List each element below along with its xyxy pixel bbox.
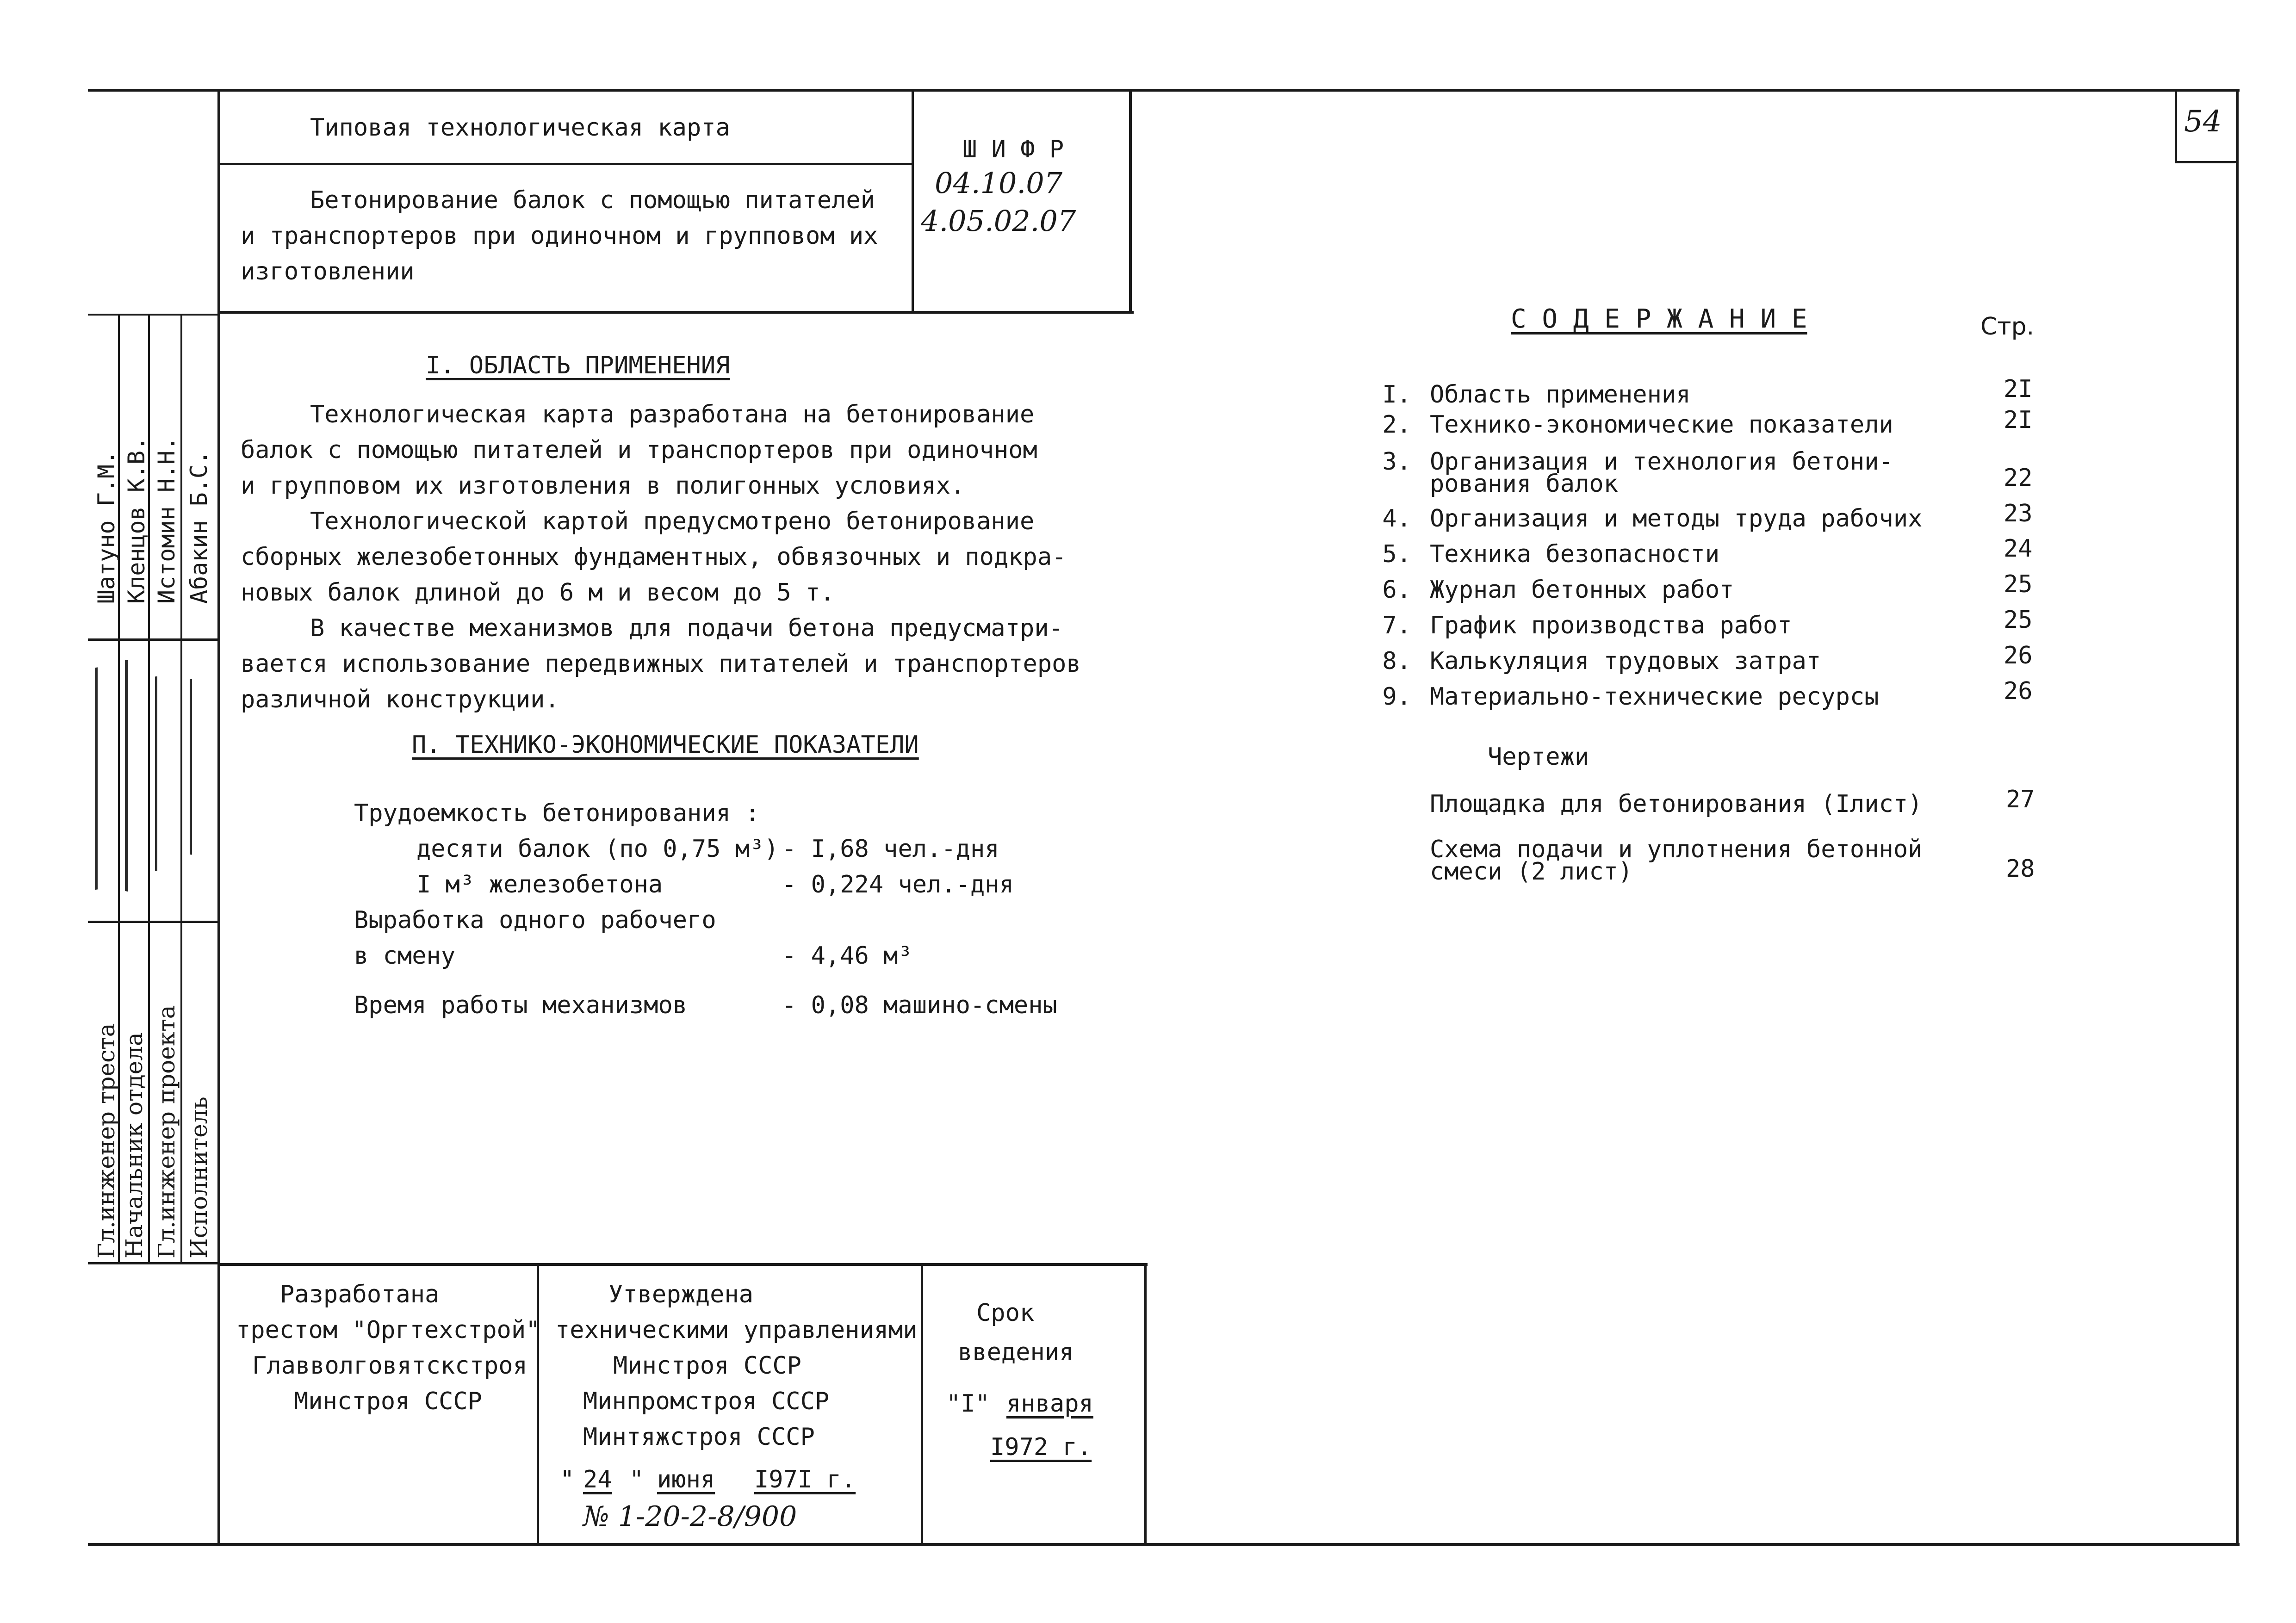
approved-line-2: техническими управлениями — [555, 1316, 918, 1344]
stamp-top-line — [88, 314, 220, 316]
list-item-number: 5. — [1382, 540, 1411, 568]
page-number-box-left — [2175, 89, 2177, 163]
doc-title-line-3: изготовлении — [241, 258, 415, 285]
stamp-role-1: Гл.инженер треста — [93, 1023, 120, 1258]
indicator-value-3: - 0,224 чел.-дня — [782, 871, 1014, 898]
developed-line-2: трестом "Оргтехстрой" — [236, 1316, 540, 1344]
indicator-label-2: десяти балок (по 0,75 м³) — [416, 835, 779, 863]
list-item-text: Организация и технология бетони- — [1430, 448, 1893, 476]
frame-top-line — [88, 89, 2240, 92]
list-item-number: 4. — [1382, 505, 1411, 533]
code-line-2: 4.05.02.07 — [921, 204, 1076, 238]
code-line-1: 04.10.07 — [935, 166, 1063, 200]
list-item-text: Схема подачи и уплотнения бетонной — [1430, 836, 1923, 863]
list-item-text: Технико-экономические показатели — [1430, 411, 1893, 439]
developed-line-1: Разработана — [280, 1281, 440, 1308]
list-item-page: 25 — [2004, 606, 2033, 634]
footer-col-line-2 — [921, 1263, 923, 1545]
section1-line-5: сборных железобетонных фундаментных, обвязочных и подкра- — [241, 543, 1067, 571]
header-right-line — [1129, 89, 1132, 313]
signature-1 — [95, 665, 116, 890]
indicator-value-2: - I,68 чел.-дня — [782, 835, 999, 863]
list-item-number: 7. — [1382, 612, 1411, 639]
stamp-row-line-1 — [88, 638, 220, 641]
stamp-row-line-3 — [88, 1262, 220, 1264]
approved-date-year: I97I г. — [754, 1466, 856, 1493]
list-item-page: 22 — [2004, 464, 2033, 492]
signature-3 — [155, 675, 176, 871]
list-item-number: 9. — [1382, 683, 1411, 711]
list-item-page: 25 — [2004, 570, 2033, 598]
section1-line-8: вается использование передвижных питателей и транспортеров — [241, 650, 1081, 678]
doc-title-line-2: и транспортеров при одиночном и групповом их — [241, 222, 878, 250]
stamp-role-2: Начальник отдела — [121, 1032, 148, 1258]
term-date-month: января — [1006, 1390, 1093, 1418]
list-item-page: 2I — [2004, 406, 2033, 434]
frame-right-line — [2236, 89, 2239, 1545]
section1-heading: I. ОБЛАСТЬ ПРИМЕНЕНИЯ — [426, 352, 730, 379]
footer-col-line-3 — [1144, 1263, 1147, 1545]
stamp-role-4: Исполнитель — [186, 1096, 212, 1258]
header-divider-line — [912, 89, 914, 313]
list-item-page: 27 — [2006, 786, 2035, 813]
list-item-text-cont: рования балок — [1430, 470, 1618, 498]
section1-line-1: Технологическая карта разработана на бетонирование — [310, 401, 1035, 428]
list-item-text: Область применения — [1430, 381, 1691, 409]
header-bottom-line — [217, 311, 1134, 314]
footer-top-line — [217, 1263, 1148, 1266]
section1-line-7: В качестве механизмов для подачи бетона предусматри- — [310, 614, 1063, 642]
stamp-name-1: Шатуно Г.М. — [93, 450, 120, 604]
list-item-number: I. — [1382, 381, 1411, 409]
signature-2 — [125, 660, 147, 895]
approved-date-mid: " — [629, 1466, 644, 1493]
list-item-text-cont: смеси (2 лист) — [1430, 858, 1633, 886]
list-item-page: 26 — [2004, 677, 2033, 705]
indicator-label-5: в смену — [354, 942, 456, 970]
list-item-page: 24 — [2004, 535, 2033, 563]
approved-date-month: июня — [657, 1466, 715, 1493]
list-item-text: Журнал бетонных работ — [1430, 576, 1734, 604]
section1-line-9: различной конструкции. — [241, 686, 559, 713]
developed-line-3: Главволговятскстроя — [252, 1352, 527, 1380]
approved-line-5: Минтяжстроя СССР — [583, 1423, 815, 1451]
approved-line-1: Утверждена — [608, 1281, 754, 1308]
list-item-number: 2. — [1382, 411, 1411, 439]
section1-line-2: балок с помощью питателей и транспортеров при одиночном — [241, 436, 1037, 464]
list-item-page: 28 — [2006, 855, 2035, 883]
stamp-name-4: Абакин Б.С. — [186, 450, 212, 604]
section1-line-4: Технологической картой предусмотрено бетонирование — [310, 508, 1035, 535]
term-line-1: Срок — [976, 1299, 1035, 1327]
drawings-heading: Чертежи — [1488, 743, 1589, 771]
doc-type: Типовая технологическая карта — [310, 114, 730, 142]
approved-number: № 1-20-2-8/900 — [583, 1500, 797, 1533]
term-date-year: I972 г. — [990, 1433, 1092, 1461]
contents-heading: С О Д Е Р Ж А Н И Е — [1511, 304, 1807, 334]
list-item-number: 6. — [1382, 576, 1411, 604]
list-item-text: График производства работ — [1430, 612, 1792, 639]
list-item-text: Площадка для бетонирования (Iлист) — [1430, 790, 1923, 818]
stamp-name-3: Истомин Н.Н. — [153, 436, 180, 604]
approved-line-3: Минстроя СССР — [613, 1352, 801, 1380]
list-item-number: 8. — [1382, 647, 1411, 675]
term-date-day: "I" — [946, 1390, 990, 1418]
indicator-label-1: Трудоемкость бетонирования : — [354, 799, 760, 827]
approved-date-day: 24 — [583, 1466, 612, 1493]
list-item-page: 23 — [2004, 500, 2033, 527]
signature-4 — [190, 679, 211, 857]
frame-left-inner-line — [217, 89, 220, 1545]
approved-date-prefix: " — [560, 1466, 575, 1493]
stamp-name-2: Кленцов К.В. — [123, 436, 150, 604]
list-item-text: Калькуляция трудовых затрат — [1430, 647, 1821, 675]
stamp-role-3: Гл.инженер проекта — [153, 1005, 180, 1258]
indicator-value-5: - 4,46 м³ — [782, 942, 912, 970]
contents-page-col-label: Стр. — [1980, 313, 2035, 341]
frame-bottom-line — [88, 1543, 2240, 1546]
section1-line-3: и групповом их изготовления в полигонных условиях. — [241, 472, 965, 500]
code-label: Ш И Ф Р — [962, 136, 1064, 163]
indicator-label-6: Время работы механизмов — [354, 991, 688, 1019]
page-number: 54 — [2184, 105, 2222, 139]
list-item-page: 26 — [2004, 642, 2033, 669]
footer-col-line-1 — [537, 1263, 539, 1545]
doc-title-line-1: Бетонирование балок с помощью питателей — [310, 186, 875, 214]
header-mid-line — [217, 163, 912, 165]
approved-line-4: Минпромстроя СССР — [583, 1388, 830, 1415]
section2-heading: П. ТЕХНИКО-ЭКОНОМИЧЕСКИЕ ПОКАЗАТЕЛИ — [412, 731, 919, 759]
term-line-2: введения — [958, 1338, 1074, 1366]
developed-line-4: Минстроя СССР — [294, 1388, 482, 1415]
list-item-text: Материально-технические ресурсы — [1430, 683, 1879, 711]
list-item-text: Организация и методы труда рабочих — [1430, 505, 1923, 533]
section1-line-6: новых балок длиной до 6 м и весом до 5 т. — [241, 579, 835, 607]
indicator-value-6: - 0,08 машино-смены — [782, 991, 1057, 1019]
page-number-box-bottom — [2175, 161, 2239, 163]
stamp-row-line-2 — [88, 921, 220, 923]
list-item-number: 3. — [1382, 448, 1411, 476]
list-item-text: Техника безопасности — [1430, 540, 1720, 568]
indicator-label-3: I м³ железобетона — [416, 871, 663, 898]
list-item-page: 2I — [2004, 375, 2033, 403]
indicator-label-4: Выработка одного рабочего — [354, 906, 716, 934]
